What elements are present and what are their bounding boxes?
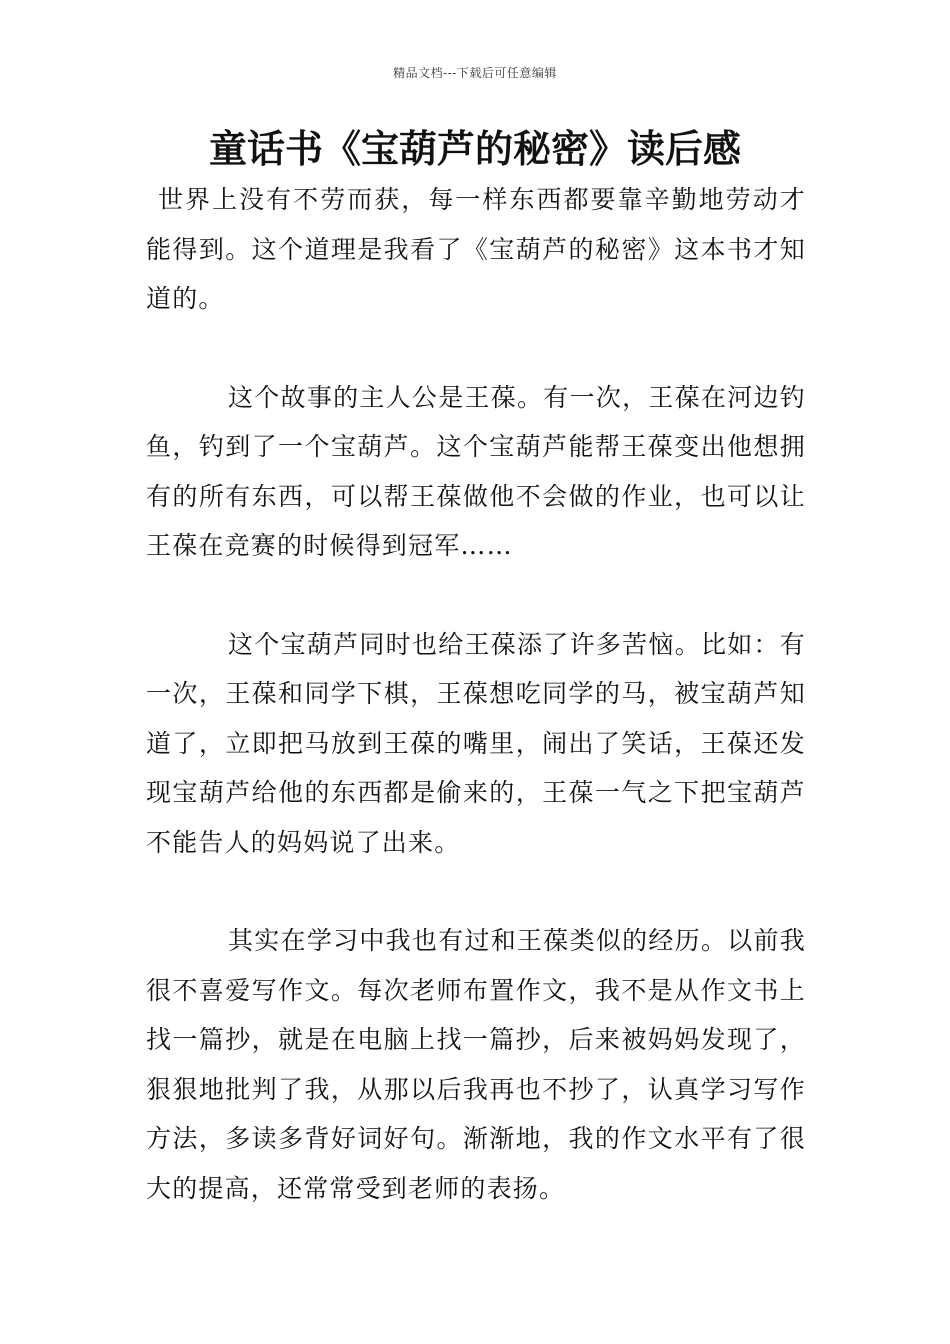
document-title: 童话书《宝葫芦的秘密》读后感 — [208, 127, 741, 171]
document-body — [146, 175, 806, 1213]
paragraph-4: 其实在学习中我也有过和王葆类似的经历。以前我很不喜爱写作文。每次老师布置作文，我不是从作文书上找一篇抄，就是在电脑上找一篇抄，后来被妈妈发现了，狠狠地批判了我，从那以后我再也不抄了，认真学习写作方法，多读多背好词好句。渐渐地，我的作文水平有了很大的提高，还常常受到老师的表扬。 — [146, 926, 806, 1203]
paragraph-3: 这个宝葫芦同时也给王葆添了许多苦恼。比如：有一次，王葆和同学下棋，王葆想吃同学的马，被宝葫芦知道了，立即把马放到王葆的嘴里，闹出了笑话，王葆还发现宝葫芦给他的东西都是偷来的，王葆一气之下把宝葫芦不能告人的妈妈说了出来。 — [146, 629, 806, 857]
header-note: 精品文档---下载后可任意编辑 — [393, 66, 557, 80]
paragraph-2: 这个故事的主人公是王葆。有一次，王葆在河边钓鱼，钓到了一个宝葫芦。这个宝葫芦能帮王葆变出他想拥有的所有东西，可以帮王葆做他不会做的作业，也可以让王葆在竞赛的时候得到冠军…… — [146, 382, 806, 560]
paragraph-1: 世界上没有不劳而获，每一样东西都要靠辛勤地劳动才能得到。这个道理是我看了《宝葫芦的秘密》这本书才知道的。 — [146, 185, 806, 313]
